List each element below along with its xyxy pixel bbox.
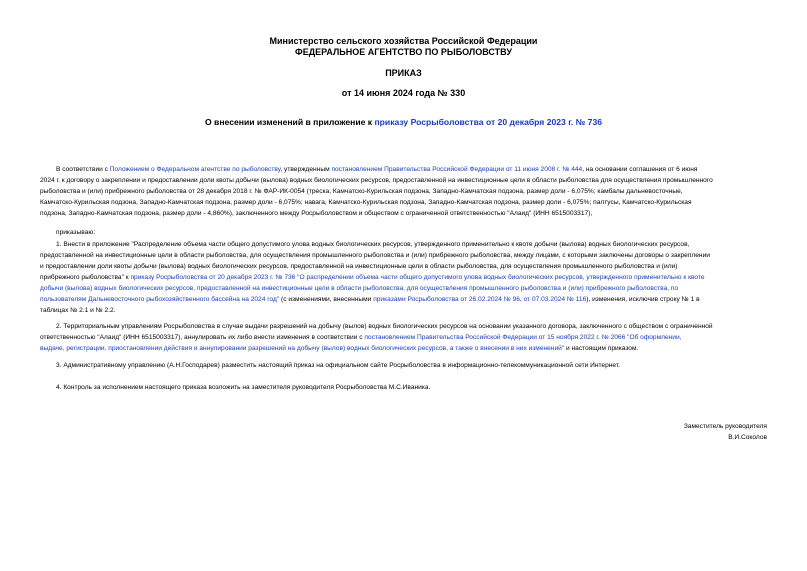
item-1-line-6 xyxy=(40,294,769,305)
agency-name: ФЕДЕРАЛЬНОЕ АГЕНТСТВО ПО РЫБОЛОВСТВУ xyxy=(295,47,512,57)
preamble-line-4: Камчатско-Курильская подзона, Западно-Камчатская подзона, размер доли - 6,075%; навага, Камчатско-Курильская подзона, Западно-Камчатская подзона, размер доли - 6,075%; палтусы, Камчатско-Курильская xyxy=(40,199,692,206)
signature-name: В.И.Соколов xyxy=(728,434,767,441)
item-2-text: и настоящим приказом. xyxy=(564,345,639,352)
item-1-text: ), изменения, исключив строку № 1 в xyxy=(586,296,700,303)
order-96-link[interactable]: приказами Росрыболовства от 26.02.2024 № 96 xyxy=(373,296,520,303)
order-736-link-end[interactable]: пользователям Дальневосточного рыбохозяйственного бассейна на 2024 год" xyxy=(40,296,280,303)
government-decree-444-link[interactable]: постановлением Правительства Российской Федерации от 11 июня 2008 г. № 444 xyxy=(331,166,583,173)
document-date-number: от 14 июня 2024 года № 330 xyxy=(341,88,466,98)
document-type: ПРИКАЗ xyxy=(385,68,422,78)
order-116-link[interactable]: от 07.03.2024 № 116 xyxy=(523,296,587,303)
item-1-line-1 xyxy=(40,239,769,250)
item-2-line-1 xyxy=(40,321,769,332)
regulation-link[interactable]: Положением о Федеральном агентстве по рыболовству xyxy=(109,166,281,173)
item-3 xyxy=(40,360,769,371)
item-3-text: 3. Административному управлению (А.Н.Господарев) разместить настоящий приказ на официальном сайте Росрыболовства в информационно-телекоммуникационной сети Интернет. xyxy=(56,362,620,369)
item-2 xyxy=(40,321,769,354)
preamble-line-3: рыболовства и (или) прибрежного рыболовства от 28 декабря 2018 г. № ФАР-ИК-0054 (треска, Камчатско-Курильская подзона, Западно-Камчатская подзона, размер доли - 6,075%; камбалы дальневосточные, xyxy=(40,188,683,195)
ministry-name: Министерство сельского хозяйства Российской Федерации xyxy=(269,36,538,46)
preamble-line-5: подзона, Западно-Камчатская подзона, размер доли - 4,860%), заключенного между Росрыболовством и обществом с ограниченной ответственностью "Алаид" (ИНН 6515003317), xyxy=(40,210,593,217)
subject-order-link[interactable]: приказу Росрыболовства от 20 декабря 2023 г. № 736 xyxy=(374,117,603,127)
item-1-text: прибрежного рыболовства" к xyxy=(40,274,131,281)
order-736-link-cont[interactable]: добычи (вылова) водных биологических ресурсов, предоставленной на инвестиционные цели в области рыболовства, для осуществления промышленного рыболовства и (или) прибрежного рыболовства, по xyxy=(40,285,679,292)
preamble xyxy=(40,164,769,219)
order-736-link[interactable]: приказу Росрыболовства от 20 декабря 2023 г. № 736 "О распределении объема части общего допустимого улова водных биологических ресурсов, утвержденного применительно к квоте xyxy=(130,274,705,281)
order-word xyxy=(40,227,769,238)
government-decree-2066-link[interactable]: постановлением Правительства Российской Федерации от 15 ноября 2022 г. № 2066 "Об оформлении, xyxy=(364,334,682,341)
preamble-text: , утвержденным xyxy=(280,166,332,173)
item-1-line-7: таблицах № 2.1 и № 2.2. xyxy=(40,307,116,314)
item-2-line-2 xyxy=(40,332,769,343)
signature-position: Заместитель руководителя xyxy=(683,423,767,430)
item-1-line-3: и предоставлении доли квоты добычи (вылова) водных биологических ресурсов, предоставленной на инвестиционные цели в области рыболовства, для осуществления промышленного рыболовства и (или) xyxy=(40,263,678,270)
item-4 xyxy=(40,382,769,393)
item-1-line-4 xyxy=(40,272,769,283)
item-1-text: 1. Внести в приложение "Распределение объема части общего допустимого улова водных биологических ресурсов, утвержденного применительно к квоте добычи (вылова) водных биологических ресурсов, xyxy=(56,241,690,248)
preamble-text: В соответствии с xyxy=(56,166,110,173)
government-decree-2066-link-cont[interactable]: выдаче, регистрации, приостановлении действия и аннулировании разрешений на добычу (вылов) водных биологических ресурсов, а также о внесении в них изменений" xyxy=(40,345,565,352)
item-2-text: ответственностью "Алаид" (ИНН 6515003317), аннулировать их либо внести изменения в соответствии с xyxy=(40,334,365,341)
item-1-text: (с изменениями, внесенными xyxy=(279,296,374,303)
document-subject xyxy=(0,117,807,128)
item-1-text: , xyxy=(519,296,524,303)
preamble-text: , на основании соглашения от 6 июня xyxy=(582,166,698,173)
preamble-line-2: 2024 г. к договору о закреплении и предоставлении доли квоты добычи (вылова) водных биологических ресурсов, предоставленной на инвестиционные цели в области рыболовства для осуществления промышленного xyxy=(40,177,713,184)
item-1-line-2: предоставленной на инвестиционные цели в области рыболовства, для осуществления промышленного рыболовства и (или) прибрежного рыболовства, между лицами, с которыми заключены договоры о закреплении xyxy=(40,252,710,259)
order-word-text: приказываю: xyxy=(56,229,96,236)
item-2-text: 2. Территориальным управлениям Росрыболовства в случае выдачи разрешений на добычу (вылов) водных биологических ресурсов на основании указанного договора, заключенного с обществом с ограниченной xyxy=(56,323,713,330)
item-2-line-3 xyxy=(40,343,769,354)
preamble-line-1 xyxy=(40,164,769,175)
item-4-text: 4. Контроль за исполнением настоящего приказа возложить на заместителя руководителя Росрыболовства М.С.Иваника. xyxy=(56,384,431,391)
item-1 xyxy=(40,239,769,316)
subject-prefix: О внесении изменений в приложение к xyxy=(204,117,375,127)
